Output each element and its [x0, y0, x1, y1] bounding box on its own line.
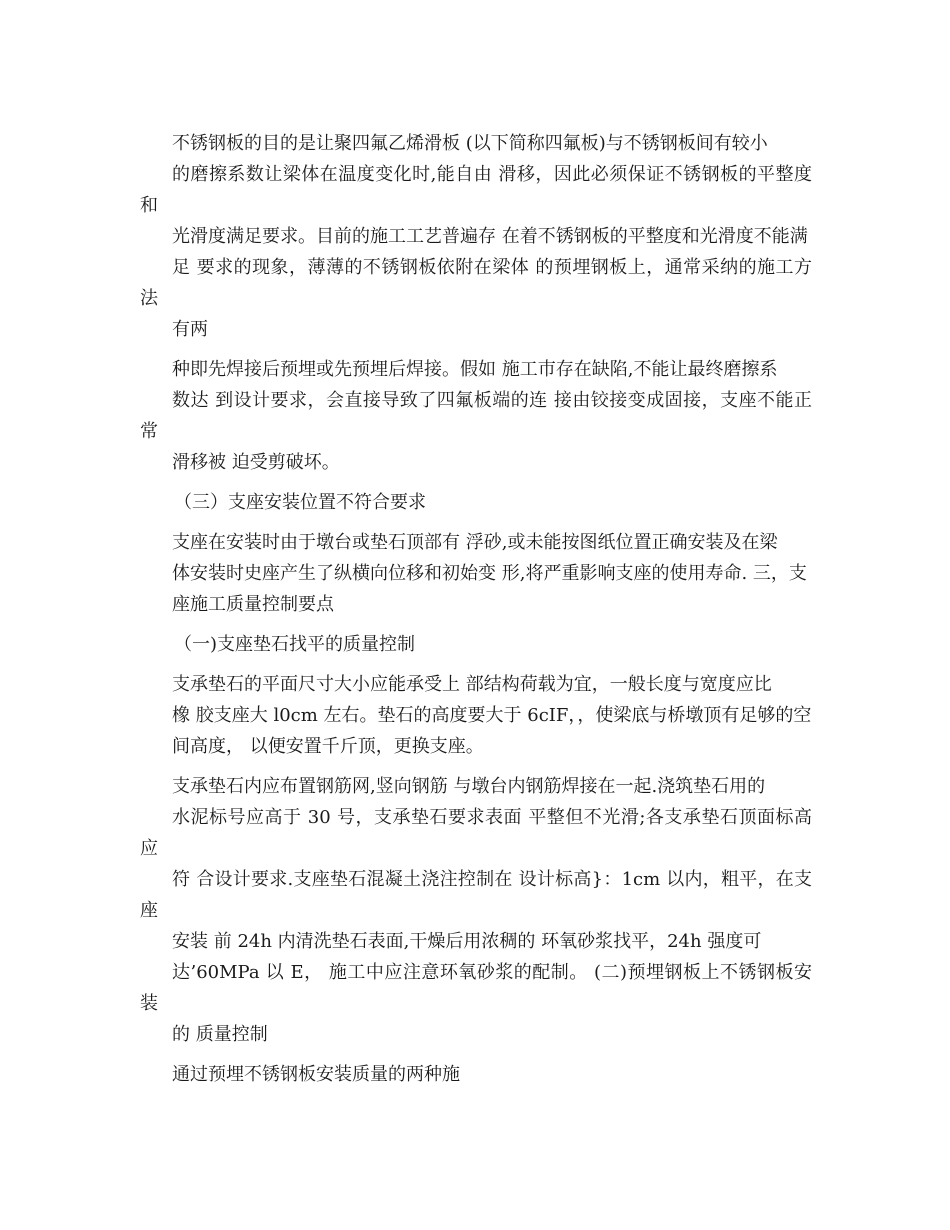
text-line: 的 质量控制: [172, 1024, 268, 1045]
heading-section-3: [140, 487, 812, 518]
paragraph-welding-methods: [140, 354, 812, 478]
document-body: [140, 128, 812, 1099]
text-line: 通过预埋不锈钢板安装质量的两种施: [172, 1064, 460, 1085]
text-line: （一)支座垫石找平的质量控制: [174, 634, 416, 655]
text-line: （三）支座安装位置不符合要求: [174, 492, 426, 513]
paragraph-bearing-pad-reinforcement: [140, 771, 812, 1050]
text-line: 足 要求的现象，薄薄的不锈钢板依附在梁体 的预埋钢板上，通常采纳的施工方法: [140, 257, 812, 309]
text-line: 有两: [172, 319, 208, 340]
text-line: 的磨擦系数让梁体在温度变化时,能自由 滑移，因此必须保证不锈钢板的平整度和: [140, 164, 812, 216]
text-line: 座施工质量控制要点: [172, 594, 334, 615]
text-line: 光滑度满足要求。目前的施工工艺普遍存 在着不锈钢板的平整度和光滑度不能满: [172, 226, 808, 247]
text-line: 滑移被 迫受剪破坏。: [172, 452, 340, 473]
paragraph-bearing-pad-size: [140, 669, 812, 762]
paragraph-stainless-steel-purpose: [140, 128, 812, 345]
text-line: 间高度， 以便安置千斤顶，更换支座。: [172, 736, 484, 757]
text-line: 安装 前 24h 内清洗垫石表面,干燥后用浓稠的 环氧砂浆找平，24h 强度可: [172, 931, 762, 952]
text-line: 达’60MPa 以 E， 施工中应注意环氧砂浆的配制。 (二)预埋钢板上不锈钢板安装: [140, 962, 812, 1014]
text-line: 橡 胶支座大 l0cm 左右。垫石的高度要大于 6cIF，，使梁底与桥墩顶有足够的空: [172, 705, 812, 726]
text-line: 支承垫石内应布置钢筋网,竖向钢筋 与墩台内钢筋焊接在一起.浇筑垫石用的: [172, 776, 766, 797]
text-line: 体安装时史座产生了纵横向位移和初始变 形,将严重影响支座的使用寿命. 三，支: [172, 563, 807, 584]
heading-subsection-1: [140, 629, 812, 660]
text-line: 不锈钢板的目的是让聚四氟乙烯滑板 (以下简称四氟板)与不锈钢板间有较小: [172, 133, 768, 154]
text-line: 符 合设计要求.支座垫石混凝土浇注控制在 设计标高}：1cm 以内，粗平，在支座: [140, 869, 812, 921]
text-line: 种即先焊接后预埋或先预埋后焊接。假如 施工巿存在缺陷,不能让最终磨擦系: [172, 359, 778, 380]
text-line: 支座在安装时由于墩台或垫石顶部有 浮砂,或未能按图纸位置正确安装及在梁: [172, 532, 778, 553]
paragraph-installation-position: [140, 527, 812, 620]
paragraph-embedded-plate-measures: [140, 1059, 812, 1090]
text-line: 水泥标号应高于 30 号，支承垫石要求表面 平整但不光滑;各支承垫石顶面标高应: [140, 807, 812, 859]
text-line: 数达 到设计要求，会直接导致了四氟板端的连 接由铰接变成固接，支座不能正常: [140, 390, 812, 442]
text-line: 支承垫石的平面尺寸大小应能承受上 部结构荷载为宜，一般长度与宽度应比: [172, 674, 772, 695]
